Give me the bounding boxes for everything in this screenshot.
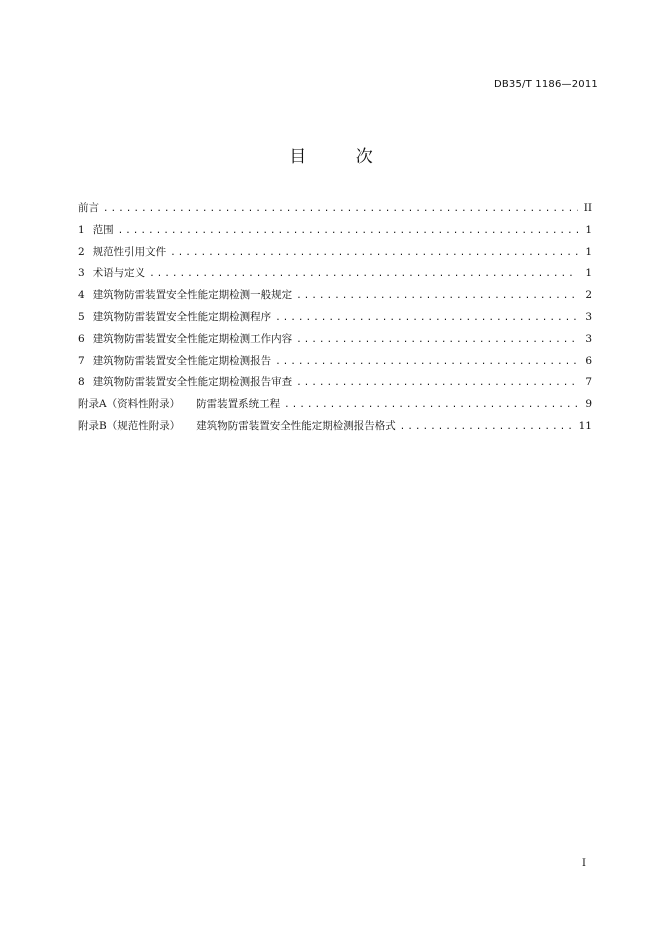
page-number: I <box>582 858 586 869</box>
toc-appendix-label: 附录B（规范性附录） <box>78 419 181 432</box>
toc-entry-page: 7 <box>585 376 592 389</box>
toc-entry-page: 3 <box>585 310 592 323</box>
table-of-contents <box>78 200 592 440</box>
toc-entry-page: 2 <box>585 289 592 302</box>
toc-entry-page: 1 <box>585 267 592 280</box>
toc-entry-8[interactable] <box>78 374 592 396</box>
toc-leader-dots <box>296 291 578 301</box>
toc-entry-number: 3 <box>78 267 85 280</box>
toc-entry-title: 建筑物防雷装置安全性能定期检测一般规定 <box>92 289 293 302</box>
toc-entry-title: 建筑物防雷装置安全性能定期检测报告 <box>92 354 272 367</box>
toc-entry-title: 建筑物防雷装置安全性能定期检测报告审查 <box>92 376 293 389</box>
toc-leader-dots <box>103 204 578 214</box>
toc-leader-dots <box>118 226 578 236</box>
toc-entry-page: II <box>583 202 592 214</box>
toc-entry-page: 3 <box>585 332 592 345</box>
toc-entry-title: 建筑物防雷装置安全性能定期检测报告格式 <box>196 419 396 432</box>
toc-entry-page: 6 <box>585 354 592 367</box>
toc-entry-3[interactable] <box>78 265 592 287</box>
toc-entry-number: 8 <box>78 376 85 389</box>
toc-entry-title: 术语与定义 <box>92 267 146 280</box>
toc-entry-title: 建筑物防雷装置安全性能定期检测工作内容 <box>92 332 293 345</box>
toc-entry-page: 1 <box>585 223 592 236</box>
toc-entry-1[interactable] <box>78 222 592 244</box>
toc-appendix-label: 附录A（资料性附录） <box>78 398 181 411</box>
toc-entry-7[interactable] <box>78 353 592 375</box>
toc-entry-appendix-b[interactable] <box>78 418 592 440</box>
toc-leader-dots <box>296 335 578 345</box>
toc-leader-dots <box>275 357 578 367</box>
toc-entry-number: 2 <box>78 245 85 258</box>
toc-leader-dots <box>400 422 575 432</box>
toc-entry-title: 建筑物防雷装置安全性能定期检测程序 <box>92 310 272 323</box>
toc-leader-dots <box>170 248 578 258</box>
toc-entry-number: 4 <box>78 289 85 302</box>
toc-leader-dots <box>296 378 578 388</box>
toc-entry-page: 11 <box>578 419 592 432</box>
toc-entry-number: 6 <box>78 332 85 345</box>
toc-entry-appendix-a[interactable] <box>78 396 592 418</box>
toc-entry-4[interactable] <box>78 287 592 309</box>
toc-entry-title: 范围 <box>92 223 114 236</box>
toc-entry-title: 规范性引用文件 <box>92 245 167 258</box>
toc-entry-title: 防雷装置系统工程 <box>196 398 281 411</box>
toc-entry-5[interactable] <box>78 309 592 331</box>
toc-entry-page: 9 <box>585 398 592 411</box>
toc-leader-dots <box>284 400 578 410</box>
document-code: DB35/T 1186—2011 <box>493 79 598 90</box>
page-title: 目 次 <box>289 147 395 167</box>
toc-entry-2[interactable] <box>78 244 592 266</box>
toc-entry-page: 1 <box>585 245 592 258</box>
toc-entry-number: 5 <box>78 310 85 323</box>
toc-entry-foreword[interactable] <box>78 200 592 222</box>
toc-entry-6[interactable] <box>78 331 592 353</box>
toc-entry-number: 7 <box>78 354 85 367</box>
toc-leader-dots <box>275 313 578 323</box>
toc-leader-dots <box>149 269 578 279</box>
toc-entry-number: 1 <box>78 223 85 236</box>
toc-entry-title: 前言 <box>78 202 99 214</box>
